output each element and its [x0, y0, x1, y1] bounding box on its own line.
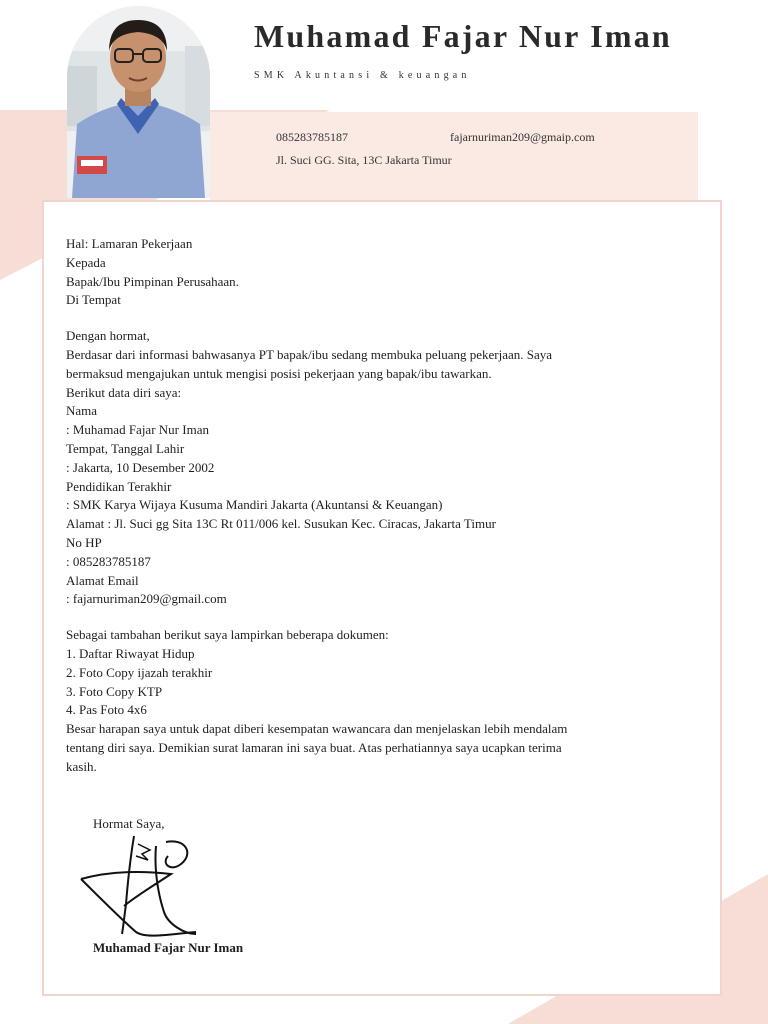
signer-name: Muhamad Fajar Nur Iman: [93, 940, 244, 955]
address-gg: gg: [155, 516, 169, 532]
email-label: Alamat Email: [66, 572, 139, 588]
attachment-item: 1. Daftar Riwayat Hidup: [66, 645, 195, 661]
greeting: Dengan hormat,: [66, 328, 150, 344]
letter-subject: Hal: Lamaran Pekerjaan: [66, 236, 193, 251]
contact-phone: 085283785187: [276, 130, 348, 144]
education-label: Pendidikan Terakhir: [66, 478, 172, 494]
intro-line-2: bermaksud mengajukan untuk mengisi posisi pekerjaan yang bapak/ibu tawarkan.: [66, 365, 492, 381]
name-label: Nama: [66, 403, 98, 419]
closing-line-1: Besar harapan saya untuk dapat diberi kesempatan wawancara dan menjelaskan lebih mendalam: [66, 721, 568, 737]
birth-label: Tempat, Tanggal Lahir: [66, 440, 185, 456]
contact-email: fajarnuriman209@gmaip.com: [450, 130, 595, 144]
address-suffix: Sita 13C Rt 011/006 kel. Susukan Kec. Ciracas, Jakarta Timur: [168, 516, 496, 532]
signature-image: [76, 834, 206, 942]
contact-address: Jl. Suci GG. Sita, 13C Jakarta Timur: [276, 153, 452, 167]
attachment-item: 3. Foto Copy KTP: [66, 683, 163, 699]
address-prefix: Alamat : Jl. Suci: [66, 516, 156, 532]
phone-label: No HP: [66, 534, 102, 550]
letter-body: [66, 235, 706, 777]
attachments-intro: Sebagai tambahan berikut saya lampirkan beberapa dokumen:: [66, 627, 389, 643]
regards: Hormat Saya,: [93, 816, 165, 831]
closing-line-2: tentang diri saya. Demikian surat lamaran ini saya buat. Atas perhatiannya saya ucapkan terima: [66, 739, 562, 755]
email-value: : fajarnuriman209@gmail.com: [66, 591, 227, 607]
profile-photo: [67, 6, 210, 198]
recipient-line-3: Di Tempat: [66, 292, 121, 308]
address-line: [66, 515, 706, 534]
attachment-item: 4. Pas Foto 4x6: [66, 702, 147, 718]
closing-line-3: kasih.: [66, 758, 97, 774]
applicant-subtitle: SMK Akuntansi & keuangan: [254, 70, 471, 81]
birth-value: : Jakarta, 10 Desember 2002: [66, 459, 215, 475]
applicant-name: Muhamad Fajar Nur Iman: [254, 18, 672, 54]
education-value: : SMK Karya Wijaya Kusuma Mandiri Jakarta (Akuntansi & Keuangan): [66, 497, 443, 513]
attachment-item: 2. Foto Copy ijazah terakhir: [66, 664, 213, 680]
phone-value: : 085283785187: [66, 553, 151, 569]
intro-line-1: Berdasar dari informasi bahwasanya PT bapak/ibu sedang membuka peluang pekerjaan. Saya: [66, 346, 553, 362]
recipient-line-2: Bapak/Ibu Pimpinan Perusahaan.: [66, 273, 239, 289]
recipient-line-1: Kepada: [66, 254, 106, 270]
name-value: : Muhamad Fajar Nur Iman: [66, 422, 209, 438]
data-intro: Berikut data diri saya:: [66, 384, 182, 400]
